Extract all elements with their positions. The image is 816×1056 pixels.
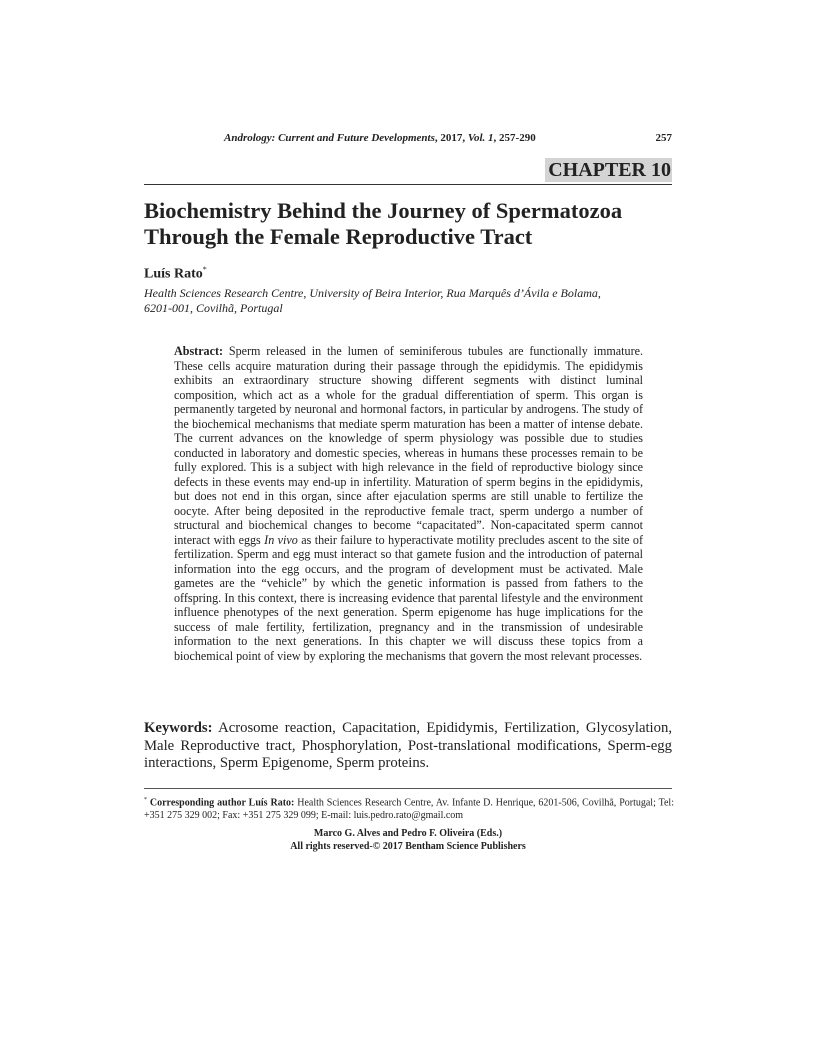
footnote — [144, 794, 674, 822]
keywords-text: Acrosome reaction, Capacitation, Epididymis, Fertilization, Glycosylation, Male Reproductive tract, Phosphorylation, Post-translational modifications, Sperm-egg interactions, Sperm Epigenome, Sperm proteins. — [144, 720, 672, 771]
chapter-heading-bar — [144, 158, 672, 185]
chapter-title-line-2: Through the Female Reproductive Tract — [144, 224, 533, 249]
journal-pages: , 257-290 — [493, 132, 536, 144]
journal-year: , 2017, — [434, 132, 468, 144]
author-marker: * — [202, 265, 207, 274]
editors-line-2: All rights reserved-© 2017 Bentham Science Publishers — [290, 840, 526, 852]
journal-name: Andrology: Current and Future Developments — [224, 132, 435, 144]
footnote-label: Corresponding author Luís Rato: — [147, 797, 295, 809]
editors-credit — [144, 828, 672, 853]
footnote-marker: * — [144, 797, 147, 803]
keywords — [144, 720, 672, 773]
abstract — [174, 344, 643, 663]
editors-line-1: Marco G. Alves and Pedro F. Oliveira (Eds.) — [313, 828, 503, 839]
journal-volume: Vol. 1 — [467, 132, 494, 144]
affiliation — [144, 286, 674, 316]
footnote-text: Health Sciences Research Centre, Av. Infante D. Henrique, 6201-506, Covilhã, Portugal; Tel: +351 275 329 002; Fax: +351 275 329 099; E-mail: luis.pedro.rato@gmail.com — [144, 797, 674, 821]
author — [144, 265, 207, 283]
footnote-divider — [144, 788, 672, 789]
chapter-label: CHAPTER 10 — [545, 158, 672, 182]
chapter-title — [144, 198, 684, 250]
abstract-text-part-1: Sperm released in the lumen of seminiferous tubules are functionally immature. These cells acquire maturation during their passage through the epididymis. The epididymis exhibits an extraordinary structure showing different segments with distinct luminal composition, which act as a whole for the gradual differentiation of sperm. This organ is permanently targeted by neuronal and hormonal factors, in particular by androgens. The study of the biochemical mechanisms that mediate sperm maturation has been a matter of intense debate. The current advances on the knowledge of sperm physiology was possible due to studies conducted in laboratory and domestic species, whereas in humans these processes remain to be fully explored. This is a subject with high relevance in the field of reproductive biology since defects in these events may end-up in infertility. Maturation of sperm begins in the epididymis, but does not end in this organ, since after ejaculation sperms are still unable to fertilize the oocyte. After being deposited in the reproductive female tract, sperm undergo a number of structural and biochemical changes to become “capacitated”. Non-capacitated sperm cannot interact with eggs — [174, 344, 643, 547]
affiliation-line-2: 6201-001, Covilhã, Portugal — [144, 301, 283, 315]
abstract-label: Abstract: — [174, 344, 224, 358]
chapter-title-line-1: Biochemistry Behind the Journey of Spermatozoa — [144, 198, 623, 223]
abstract-text-part-2: as their failure to hyperactivate motility precludes ascent to the site of fertilization. Sperm and egg must interact so that gamete fusion and the introduction of paternal information into the egg occurs, and the program of development must be activated. Male gametes are the “vehicle” by which the genetic information is passed from fathers to the offspring. In this context, there is increasing evidence that parental lifestyle and the environment influence phenotypes of the next generation. Sperm epigenome has huge implications for the success of male fertility, fertilization, pregnancy and in the transmission of undesirable information to the next generations. In this chapter we will discuss these topics from a biochemical point of view by exploring the mechanisms that govern the most relevant processes. — [174, 532, 643, 663]
abstract-italic-term: In vivo — [264, 532, 298, 547]
running-head — [224, 132, 672, 144]
keywords-label: Keywords: — [144, 720, 213, 736]
author-name: Luís Rato — [144, 266, 203, 282]
affiliation-line-1: Health Sciences Research Centre, University of Beira Interior, Rua Marquês d’Ávila e Bolama, — [144, 286, 601, 300]
page-number: 257 — [655, 132, 672, 144]
